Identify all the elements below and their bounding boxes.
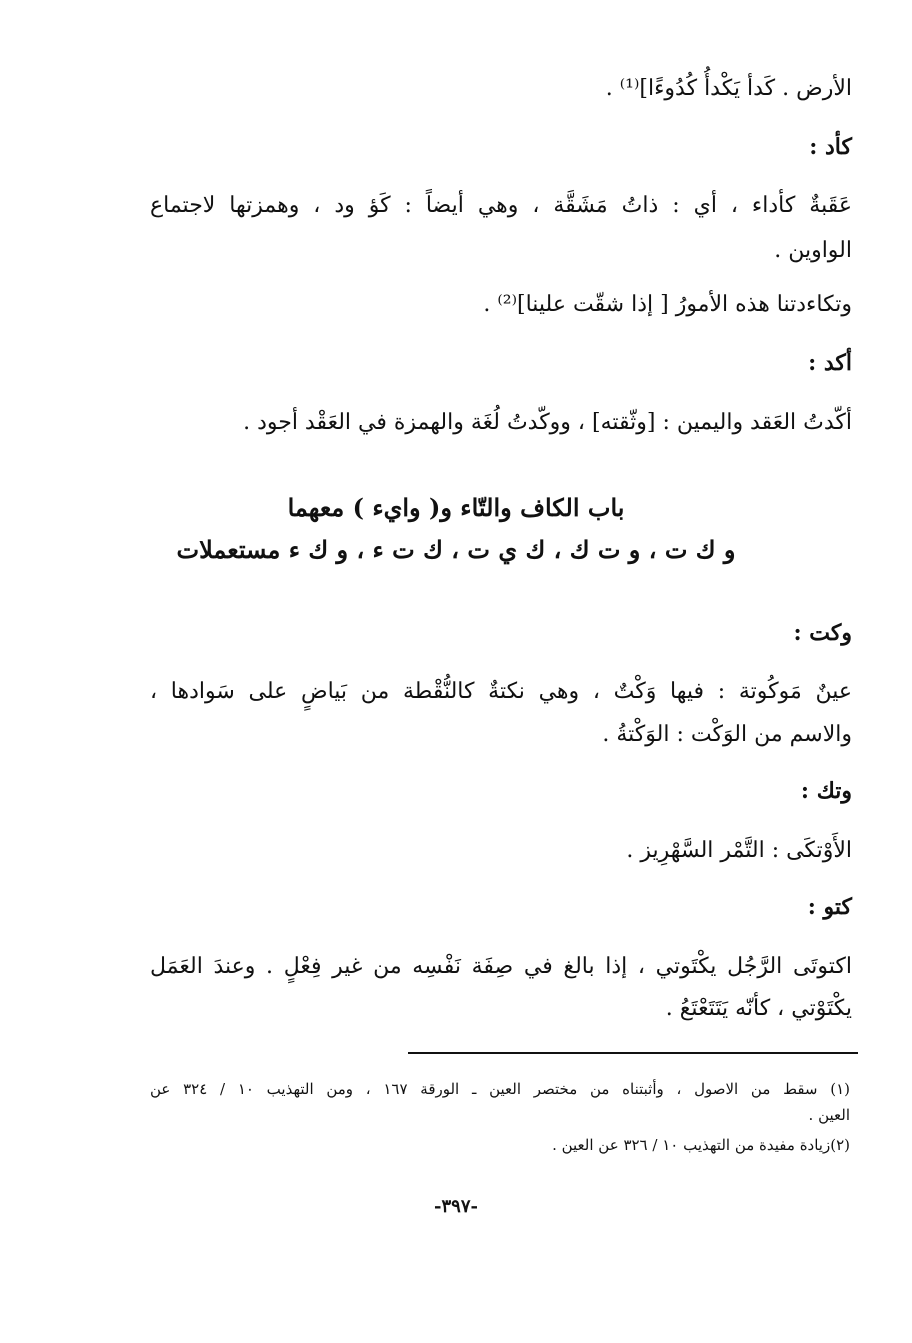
text-line: يكْتَوْتي ، كأنّه يَتَتَعْتَعُ . [665,996,852,1021]
chapter-subtitle: و ك ت ، و ت ك ، ك ي ت ، ك ت ء ، و ك ء مستعملات [176,535,736,564]
entry-heading-watk: وتك : [800,778,852,804]
text-line: وتكاءدتنا هذه الأمورُ [ إذا شقّت علينا]⁽²⁾ . [483,292,852,317]
entry-heading-akd: أكد : [808,350,852,376]
entry-heading-kaad: كأد : [809,134,852,160]
entry-heading-wakt: وكت : [793,620,852,646]
page-number: -٣٩٧- [434,1196,478,1217]
footnote: العين . [808,1106,850,1124]
footnote: (١) سقط من الاصول ، وأثبتناه من مختصر العين ـ الورقة ١٦٧ ، ومن التهذيب ١٠ / ٣٢٤ عن [150,1080,851,1098]
chapter-title: باب الكاف والتّاء و( وايء ) معهما [287,493,625,522]
footnote: (٢)زيادة مفيدة من التهذيب ١٠ / ٣٢٦ عن العين . [552,1136,850,1154]
text-line: عَقَبةٌ كأداء ، أي : ذاتُ مَشَقَّة ، وهي أيضاً : كَؤ ود ، وهمزتها لاجتماع [150,193,852,218]
text-line: اكتوتَى الرَّجُل يكْتَوتي ، إذا بالغ في صِفَة نَفْسِه من غير فِعْلٍ . وعندَ العَمَل [150,954,852,979]
text-line: والاسم من الوَكْت : الوَكْتةُ . [602,722,852,747]
footnote-divider [408,1052,858,1054]
text-line: عينٌ مَوكُوتة : فيها وَكْتٌ ، وهي نكتةٌ كالنُّقْطة من بَياضٍ على سَوادها ، [150,679,852,704]
entry-heading-katw: كتو : [807,894,852,920]
text-line: أكّدتُ العَقد واليمين : [وثّقته] ، ووكّدتُ لُغَة والهمزة في العَقْد أجود . [243,410,852,435]
text-line: الواوين . [774,238,852,263]
text-line: الأرض . كَدأ يَكْدأُ كُدُوءًا]⁽¹⁾ . [605,76,852,101]
text-line: الأَوْتكَى : التَّمْر السَّهْرِيز . [626,838,852,863]
